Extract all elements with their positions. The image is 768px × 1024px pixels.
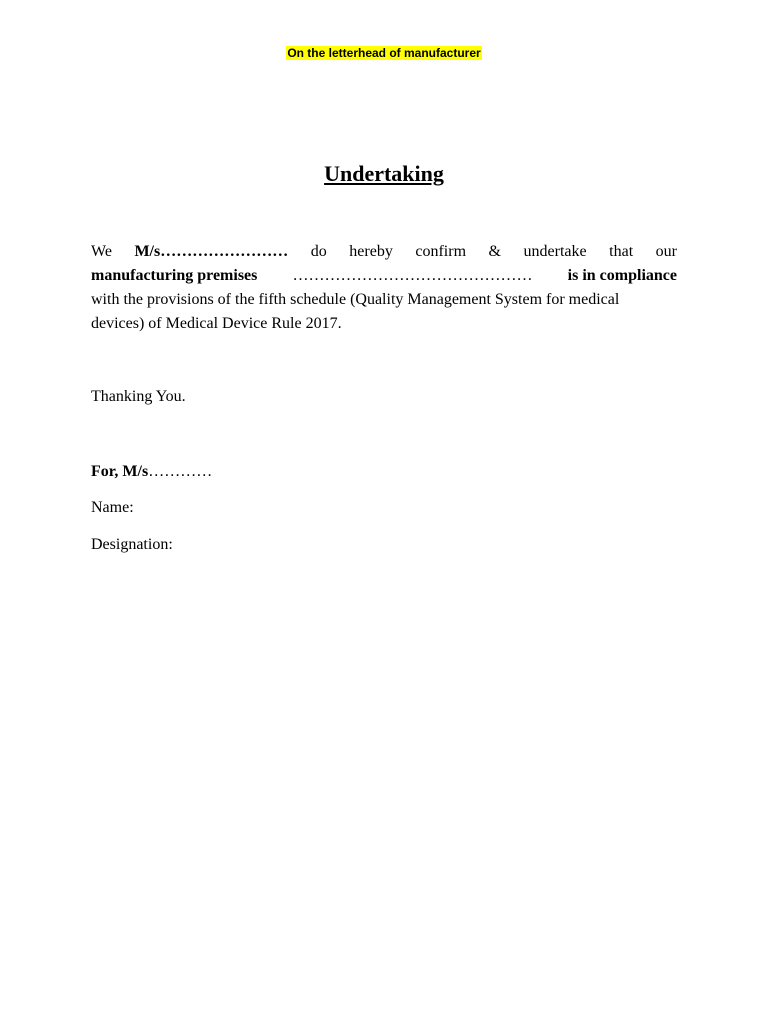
word: & bbox=[488, 243, 501, 260]
paragraph-line-3: with the provisions of the fifth schedule (Quality Management System for medical bbox=[91, 291, 620, 308]
word: hereby bbox=[349, 243, 393, 260]
letterhead-note-text: On the letterhead of manufacturer bbox=[287, 46, 481, 60]
signature-for-line bbox=[91, 460, 212, 484]
manufacturing-premises-label: manufacturing premises bbox=[91, 267, 258, 284]
for-placeholder: ………… bbox=[148, 463, 213, 480]
undertaking-paragraph bbox=[91, 240, 677, 336]
premises-placeholder: ……………………………………… bbox=[292, 267, 533, 284]
signature-name-label: Name: bbox=[91, 499, 134, 516]
for-label: For, M/s bbox=[91, 463, 149, 480]
word: confirm bbox=[415, 243, 467, 260]
word: undertake bbox=[523, 243, 587, 260]
word: We bbox=[91, 243, 112, 260]
word: do bbox=[310, 243, 327, 260]
letterhead-note bbox=[0, 45, 768, 61]
document-title: Undertaking bbox=[324, 161, 444, 186]
thanking-text: Thanking You. bbox=[91, 388, 186, 405]
paragraph-line-1 bbox=[91, 240, 677, 264]
company-placeholder: M/s…………………… bbox=[134, 243, 289, 260]
compliance-label: is in compliance bbox=[567, 267, 677, 284]
paragraph-line-4: devices) of Medical Device Rule 2017. bbox=[91, 315, 342, 332]
word: our bbox=[655, 243, 677, 260]
paragraph-line-2 bbox=[91, 264, 677, 288]
word: that bbox=[609, 243, 634, 260]
signature-designation-label: Designation: bbox=[91, 536, 173, 553]
